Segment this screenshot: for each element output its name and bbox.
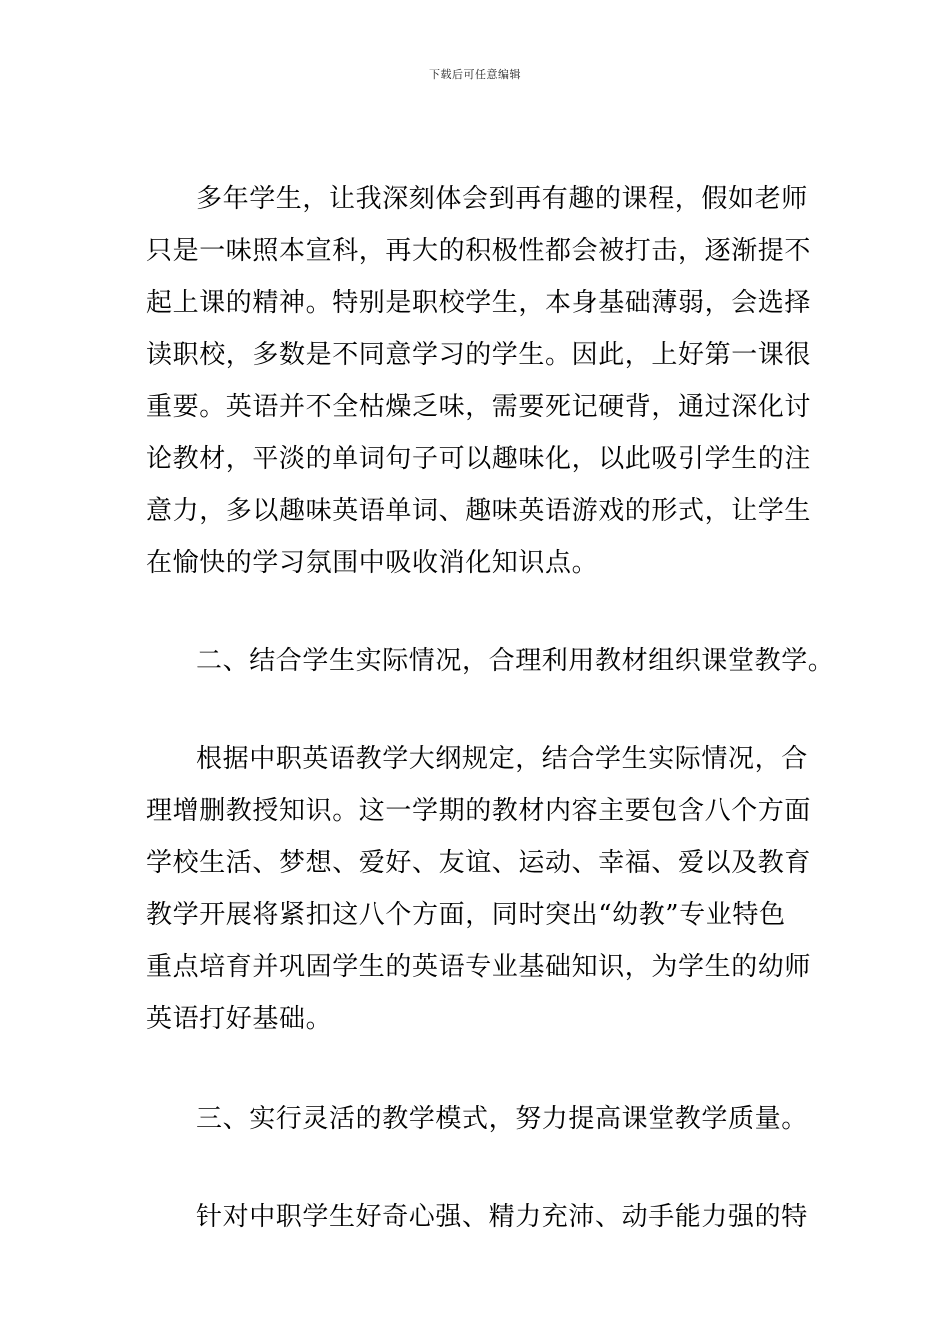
paragraph-line: 学校生活、梦想、爱好、友谊、运动、幸福、爱以及教育 bbox=[146, 848, 812, 878]
paragraph-line: 理增删教授知识。这一学期的教材内容主要包含八个方面 bbox=[146, 796, 812, 826]
section-heading-three: 三、实行灵活的教学模式，努力提高课堂教学质量。 bbox=[196, 1104, 808, 1134]
paragraph-line: 多年学生，让我深刻体会到再有趣的课程，假如老师 bbox=[196, 184, 808, 214]
paragraph-line: 重要。英语并不全枯燥乏味，需要死记硬背，通过深化讨 bbox=[146, 392, 812, 422]
paragraph-line: 在愉快的学习氛围中吸收消化知识点。 bbox=[146, 548, 599, 578]
paragraph-line: 针对中职学生好奇心强、精力充沛、动手能力强的特 bbox=[196, 1202, 808, 1232]
paragraph-line: 只是一味照本宣科，再大的积极性都会被打击，逐渐提不 bbox=[146, 236, 812, 266]
paragraph-line: 论教材，平淡的单词句子可以趣味化，以此吸引学生的注 bbox=[146, 444, 812, 474]
page-header: 下载后可任意编辑 bbox=[429, 68, 521, 81]
paragraph-line: 意力，多以趣味英语单词、趣味英语游戏的形式，让学生 bbox=[146, 496, 812, 526]
section-heading-two: 二、结合学生实际情况，合理利用教材组织课堂教学。 bbox=[196, 646, 835, 676]
paragraph-line: 重点培育并巩固学生的英语专业基础知识，为学生的幼师 bbox=[146, 952, 812, 982]
paragraph-line: 英语打好基础。 bbox=[146, 1004, 333, 1034]
paragraph-line: 读职校，多数是不同意学习的学生。因此，上好第一课很 bbox=[146, 340, 812, 370]
paragraph-line: 教学开展将紧扣这八个方面，同时突出“幼教”专业特色 bbox=[146, 900, 786, 930]
paragraph-line: 根据中职英语教学大纲规定，结合学生实际情况，合 bbox=[196, 744, 808, 774]
paragraph-line: 起上课的精神。特别是职校学生，本身基础薄弱，会选择 bbox=[146, 288, 812, 318]
